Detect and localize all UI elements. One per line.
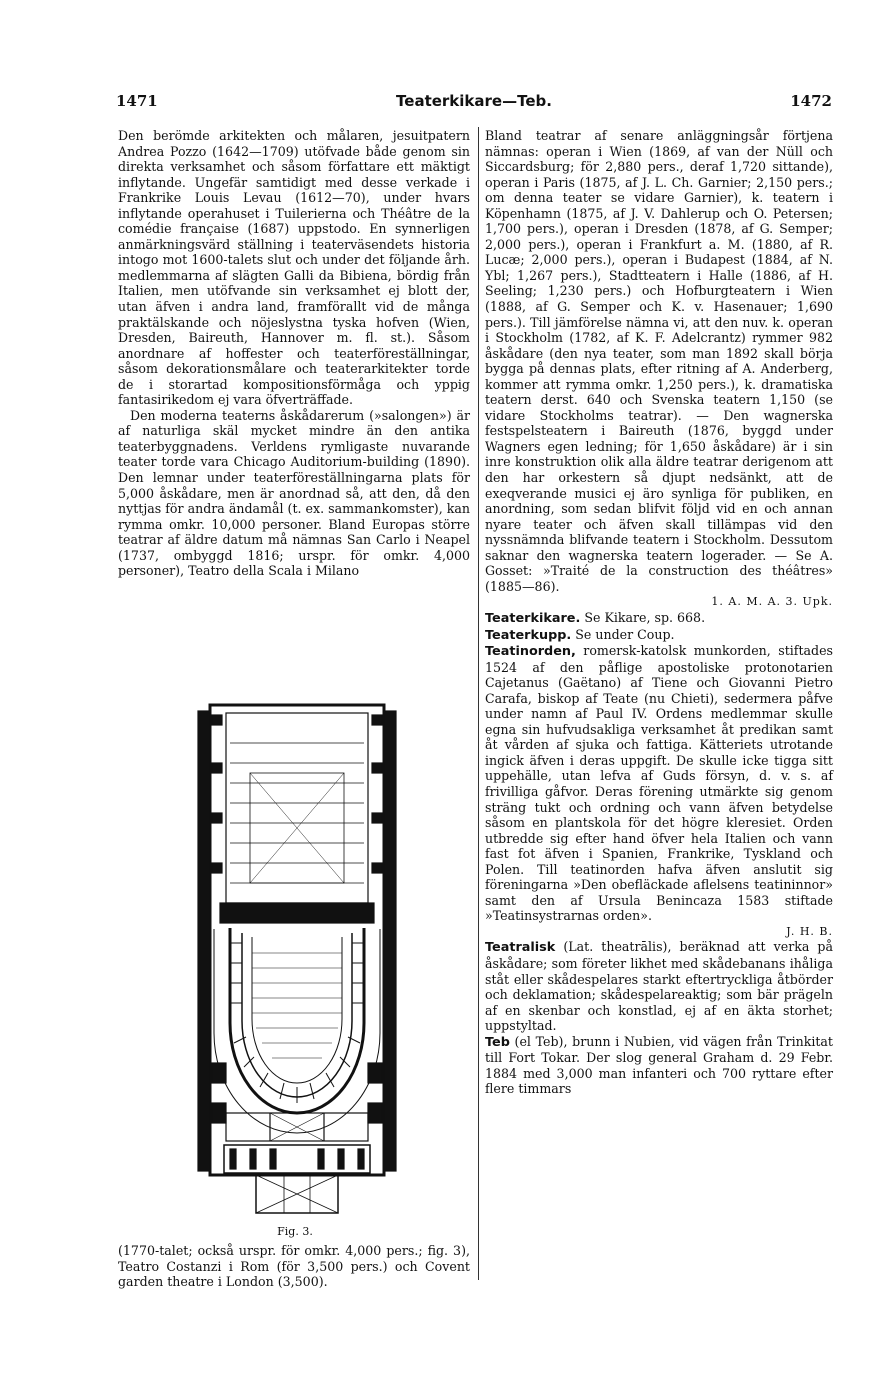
entry-teb [485,1034,833,1097]
page-number-right: 1472 [790,92,832,110]
entry-teaterkupp [485,627,833,644]
entry-teatinorden [485,643,833,924]
headword: Teaterkupp. [485,627,572,643]
column-divider [478,127,479,1280]
page-number-left: 1471 [116,92,158,110]
running-title: Teaterkikare—Teb. [396,92,552,110]
left-column [118,128,470,579]
headword: Teatinorden, [485,644,576,660]
paragraph-continued: (1770-talet; också urspr. för omkr. 4,000 pers.; fig. 3), Teatro Costanzi i Rom (för 3,500 pers.) och Covent garden theatre i London (3,500). [118,1243,470,1290]
right-column [485,128,833,1097]
entry-teaterkikare [485,610,833,627]
entry-body: romersk-katolsk munkorden, stiftades 1524 af den påflige apostoliske protonotarien Cajetanus (Gaëtano) af Tiene och Giovanni Pietro Carafa, biskop af Teate (nu Chieti), sedermera påfve under namn af Paul IV. Ordens medlemmar skulle egna sin hufvudsakliga verksamhet åt predikan samt åt vården af sjuka och fattiga. Kätteriets utrotande ingick äfven i deras uppgift. De skulle icke tigga sitt uppehälle, utan lefva af Guds försyn, d. v. s. af frivilliga gåfvor. Deras förening utmärkte sig genom sträng tukt och ordning och vann äfven betydelse såsom en plantskola för det högre kleresiet. Orden utbredde sig efter hand öfver hela Italien och vann fast fot äfven i Spanien, Frankrike, Tyskland och Polen. Till teatinorden hafva äfven anslutit sig föreningarna »Den obefläckade aflelsens teatininnor» samt den af Ursula Benincaza 1583 stiftade »Teatinsystrarnas orden». [485,643,833,924]
entry-body: Se under Coup. [571,626,675,642]
author-signature: 1. A. M. A. 3. Upk. [711,595,833,609]
entry-body: (Lat. theatrālis), beräknad att verka på åskådare; som företer likhet med skådebanans ihåliga ståt eller skådespelares starkt eftertryckliga åtbörder och deklamation; skådespelareaktig; som bär prägeln af en skenbar och konstlad, ej af en äkta storhet; uppstyltad. [485,939,833,1034]
paragraph-pozzo: Den berömde arkitekten och målaren, jesuitpatern Andrea Pozzo (1642—1709) utöfvade både genom sin direkta verksamhet och såsom författare ett mäktigt inflytande. Ungefär samtidigt med desse verkade i Frankrike Louis Levau (1612—70), under hvars inflytande operahuset i Tuilerierna och Théâtre de la comédie française (1687) uppstodo. En synnerligen anmärkningsvärd ställning i teaterväsendets historia intogo mot 1600-talets slut och under det följande årh. medlemmarna af slägten Galli da Bibiena, bördig från Italien, men utöfvande sin verksamhet ej blott der, utan äfven i andra land, framförallt vid de många praktälskande och nöjeslystna tyska hofven (Wien, Dresden, Baireuth, Hannover m. fl. st.). Såsom anordnare af hoffester och teaterföreställningar, såsom dekorationsmålare och teaterarkitekter torde de i storartad kompositionsförmåga och yppig fantasirikedom ej vara öfverträffade. [118,128,470,408]
entry-body: Se Kikare, sp. 668. [580,609,706,625]
theatre-floor-plan [190,703,404,1219]
page-header [116,92,832,114]
paragraph-modern-theatre: Den moderna teaterns åskådarerum (»salongen») är af naturliga skäl mycket mindre än den antika teaterbyggnadens. Verldens rymligaste nuvarande teater torde vara Chicago Auditorium-building (1890). Den lemnar under teaterföreställningarna plats för 5,000 åskådare, men är anordnad så, att den, då den nyttjas för andra ändamål (t. ex. sammankomster), kan rymma omkr. 10,000 personer. Bland Europas större teatrar af äldre datum må nämnas San Carlo i Neapel (1737, ombyggd 1816; urspr. för omkr. 4,000 personer), Teatro della Scala i Milano [118,407,470,579]
entry-teatralisk [485,939,833,1033]
left-column-continued [118,1243,470,1290]
headword: Teatralisk [485,940,556,956]
headword: Teb [485,1034,510,1050]
author-signature: J. H. B. [786,924,833,938]
figure-caption: Fig. 3. [277,1225,313,1238]
headword: Teaterkikare. [485,610,581,626]
paragraph-later-theatres: Bland teatrar af senare anläggningsår förtjena nämnas: operan i Wien (1869, af van der Nüll och Siccardsburg; för 2,880 pers., deraf 1,720 sittande), operan i Paris (1875, af J. L. Ch. Garnier; 2,150 pers.; om denna teater se vidare Garnier), k. teatern i Köpenhamn (1875, af J. V. Dahlerup och O. Petersen; 1,700 pers.), operan i Dresden (1878, af G. Semper; 2,000 pers.), operan i Frankfurt a. M. (1880, af R. Lucæ; 2,000 pers.), operan i Budapest (1884, af N. Ybl; 1,267 pers.), Stadtteatern i Halle (1886, af H. Seeling; 1,230 pers.) och Hofburgteatern i Wien (1888, af G. Semper och K. v. Hasenauer; 1,690 pers.). Till jämförelse nämna vi, att den nuv. k. operan i Stockholm (1782, af K. F. Adelcrantz) rymmer 982 åskådare (den nya teater, som man 1892 skall börja bygga på dennas plats, efter ritning af A. Anderberg, kommer att rymma omkr. 1,250 pers.), k. dramatiska teatern derst. 640 och Svenska teatern 1,150 (se vidare Stockholms teatrar). — Den wagnerska festspelsteatern i Baireuth (1876, byggd under Wagners egen ledning; för 1,650 åskådare) är i sin inre konstruktion olik alla äldre teatrar derigenom att den har orkestern så djupt nedsänkt, att de exeqverande musici ej äro synliga för publiken, en anordning, som sedan blifvit följd vid en och annan nyare teater och äfven skall tillämpas vid den nyssnämnda blifvande teatern i Stockholm. Dessutom saknar den wagnerska teatern logerader. — Se A. Gosset: »Traité de la construction des théâtres» (1885—86). [485,128,833,594]
entry-body: (el Teb), brunn i Nubien, vid vägen från Trinkitat till Fort Tokar. Der slog general Graham d. 29 Febr. 1884 med 3,000 man infanteri och 700 ryttare efter flere timmars [485,1033,833,1097]
